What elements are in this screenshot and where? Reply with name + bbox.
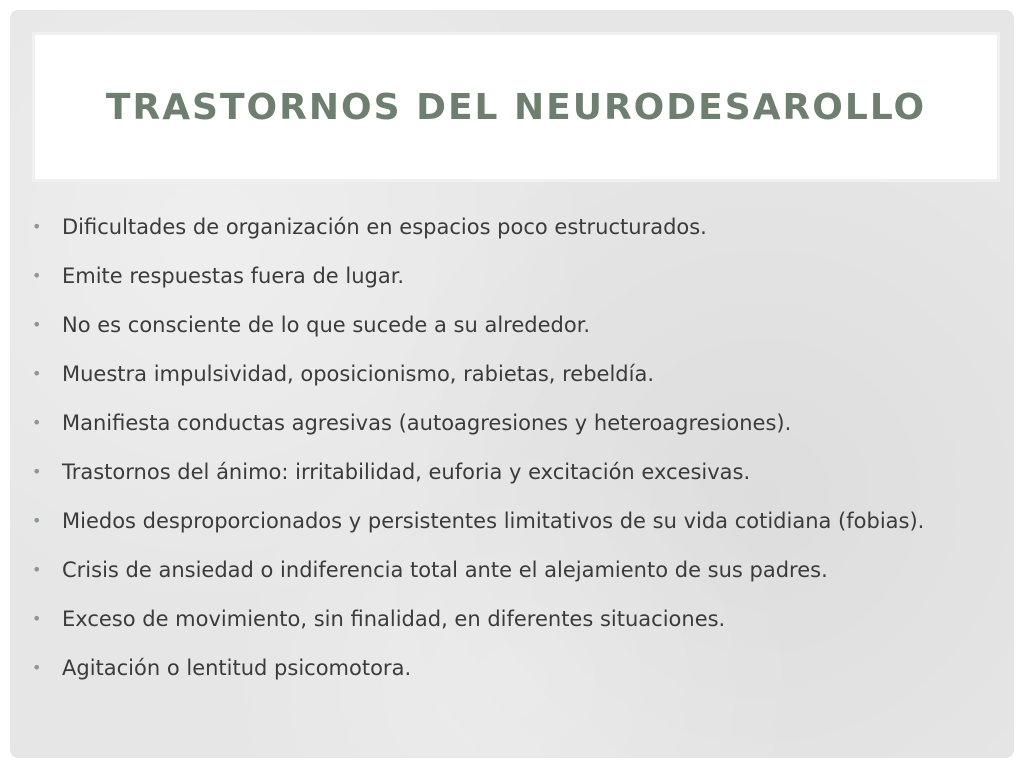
bullet-icon: • [32,315,42,334]
bullet-text: Dificultades de organización en espacios poco estructurados. [62,215,707,239]
bullet-text: Exceso de movimiento, sin finalidad, en diferentes situaciones. [62,607,726,631]
bullet-text: Crisis de ansiedad o indiferencia total ante el alejamiento de sus padres. [62,558,828,582]
title-box [32,32,1000,182]
bullet-item [30,304,994,346]
bullet-item [30,402,994,444]
bullet-item [30,647,994,689]
bullet-text: Manifiesta conductas agresivas (autoagresiones y heteroagresiones). [62,411,792,435]
bullet-icon: • [32,560,42,579]
bullet-item [30,206,994,248]
bullet-item [30,451,994,493]
bullet-icon: • [32,413,42,432]
bullet-text: Miedos desproporcionados y persistentes limitativos de su vida cotidiana (fobias). [62,509,925,533]
slide-background [10,10,1014,758]
bullet-text: No es consciente de lo que sucede a su alrededor. [62,313,591,337]
bullet-icon: • [32,364,42,383]
bullet-text: Trastornos del ánimo: irritabilidad, euforia y excitación excesivas. [62,460,751,484]
bullet-item [30,549,994,591]
bullet-item [30,255,994,297]
bullet-text: Emite respuestas fuera de lugar. [62,264,405,288]
bullet-icon: • [32,609,42,628]
bullet-item [30,500,994,542]
bullet-list [30,206,994,696]
bullet-icon: • [32,511,42,530]
bullet-icon: • [32,658,42,677]
bullet-item [30,353,994,395]
bullet-icon: • [32,217,42,236]
bullet-text: Muestra impulsividad, oposicionismo, rabietas, rebeldía. [62,362,655,386]
slide-title: TRASTORNOS DEL NEURODESAROLLO [105,86,927,128]
bullet-item [30,598,994,640]
bullet-text: Agitación o lentitud psicomotora. [62,656,412,680]
bullet-icon: • [32,462,42,481]
bullet-icon: • [32,266,42,285]
